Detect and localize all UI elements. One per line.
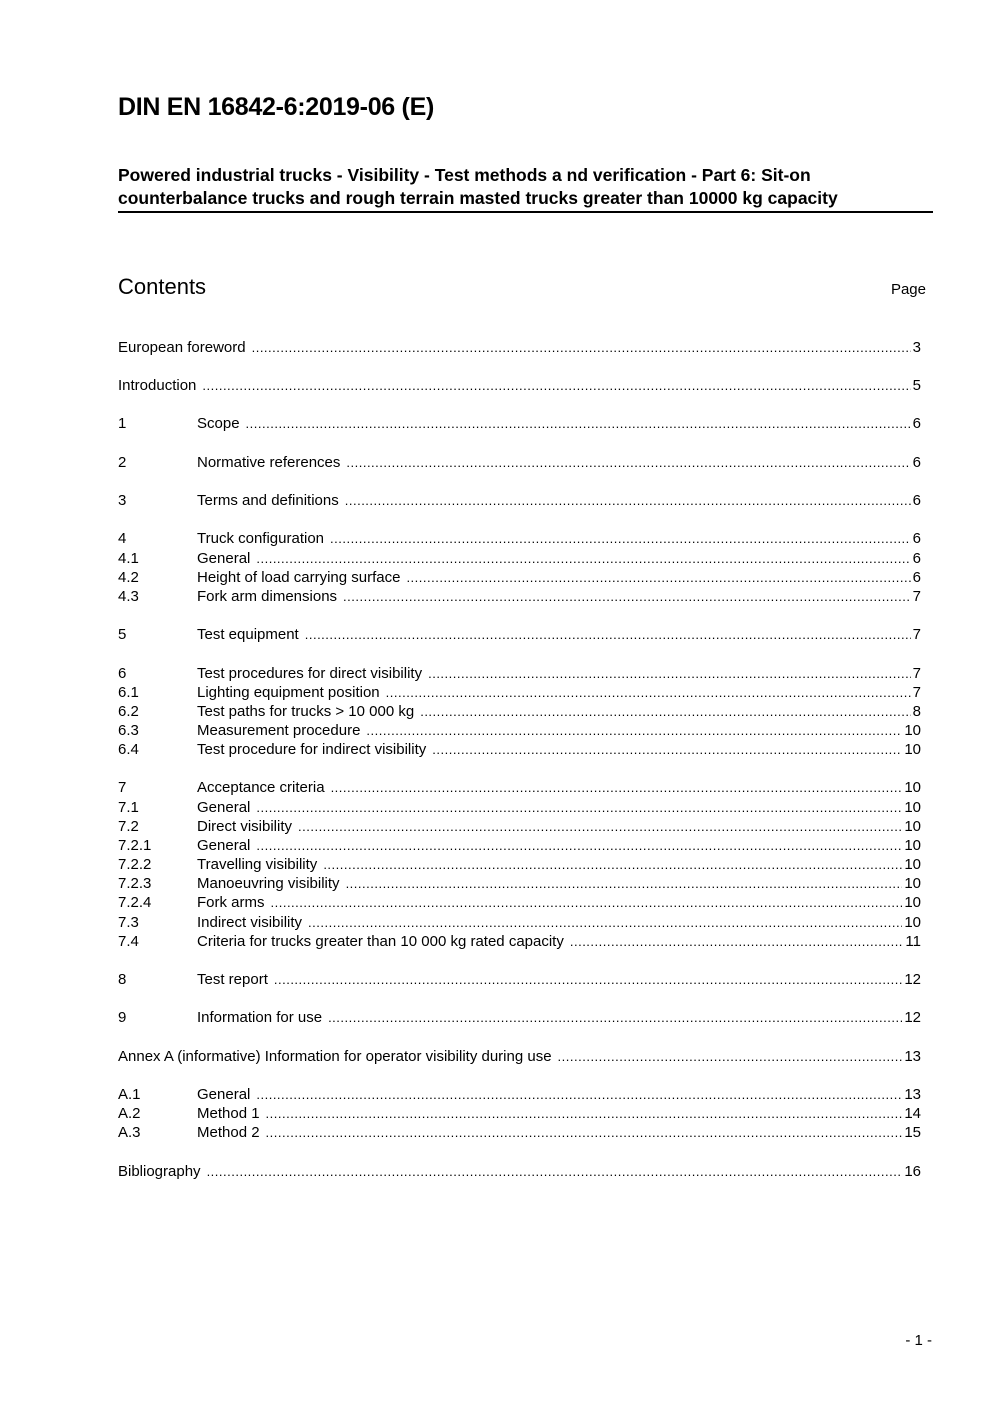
toc-entry[interactable] [118, 836, 921, 855]
toc-entry-title: Measurement procedure [197, 722, 361, 739]
toc-entry[interactable] [118, 568, 921, 587]
toc-entry[interactable] [118, 913, 921, 932]
toc-entry[interactable] [118, 932, 921, 951]
toc-entry-number: 8 [118, 971, 127, 988]
toc-dot-leader [298, 817, 902, 836]
toc-entry[interactable] [118, 625, 921, 644]
toc-dot-leader [420, 702, 910, 721]
toc-entry-page: 6 [912, 550, 921, 567]
toc-entry[interactable] [118, 491, 921, 510]
toc-dot-leader [345, 491, 911, 510]
toc-entry-page: 10 [904, 722, 921, 739]
toc-entry-page: 13 [904, 1048, 921, 1065]
page-column-label: Page [890, 281, 926, 298]
toc-entry-page: 15 [904, 1124, 921, 1141]
toc-dot-leader [305, 625, 911, 644]
toc-entry[interactable] [118, 874, 921, 893]
toc-entry-title: Annex A (informative) Information for operator visibility during use [118, 1048, 552, 1065]
toc-dot-leader [252, 338, 911, 357]
toc-dot-leader [256, 798, 902, 817]
toc-entry-number: 4.3 [118, 588, 139, 605]
toc-entry-page: 7 [912, 684, 921, 701]
toc-entry[interactable] [118, 702, 921, 721]
toc-entry-number: 7.4 [118, 933, 139, 950]
document-title: Powered industrial trucks - Visibility - Test methods a nd verification - Part 6: Sit-on counterbalance trucks and rough terrain masted trucks greater than 10000 kg capacity [118, 164, 933, 213]
toc-dot-leader [558, 1047, 903, 1066]
toc-entry-page: 3 [912, 339, 921, 356]
toc-entry[interactable] [118, 1162, 921, 1181]
toc-entry-page: 12 [904, 1009, 921, 1026]
toc-dot-leader [256, 836, 902, 855]
toc-entry-page: 10 [904, 799, 921, 816]
toc-entry-number: 7.2 [118, 818, 139, 835]
toc-entry[interactable] [118, 893, 921, 912]
toc-entry-title: Introduction [118, 377, 197, 394]
toc-dot-leader [207, 1162, 903, 1181]
toc-entry-number: 6 [118, 665, 127, 682]
toc-entry-title: Bibliography [118, 1163, 201, 1180]
toc-entry-number: 6.2 [118, 703, 139, 720]
toc-entry-number: 9 [118, 1009, 127, 1026]
toc-entry-page: 6 [912, 454, 921, 471]
toc-entry-title: Fork arm dimensions [197, 588, 338, 605]
toc-entry-page: 10 [904, 856, 921, 873]
toc-entry-title: Test equipment [197, 626, 299, 643]
toc-entry-title: Lighting equipment position [197, 684, 380, 701]
toc-dot-leader [330, 529, 911, 548]
toc-entry-number: 6.3 [118, 722, 139, 739]
toc-entry[interactable] [118, 664, 921, 683]
toc-entry-number: 7.3 [118, 914, 139, 931]
toc-entry-number: 5 [118, 626, 127, 643]
toc-dot-leader [570, 932, 904, 951]
toc-entry-title: Travelling visibility [197, 856, 318, 873]
toc-entry-page: 10 [904, 875, 921, 892]
toc-entry-number: 7.1 [118, 799, 139, 816]
toc-dot-leader [346, 874, 903, 893]
toc-entry[interactable] [118, 740, 921, 759]
toc-entry-number: 1 [118, 415, 127, 432]
toc-entry[interactable] [118, 1008, 921, 1027]
toc-entry-number: 7.2.4 [118, 894, 152, 911]
toc-entry[interactable] [118, 798, 921, 817]
toc-dot-leader [266, 1123, 903, 1142]
toc-entry-title: Truck configuration [197, 530, 325, 547]
toc-entry-page: 14 [904, 1105, 921, 1122]
toc-entry-page: 10 [904, 914, 921, 931]
toc-entry-title: Direct visibility [197, 818, 293, 835]
toc-dot-leader [428, 664, 911, 683]
toc-entry-page: 10 [904, 741, 921, 758]
toc-entry[interactable] [118, 855, 921, 874]
toc-entry-number: A.1 [118, 1086, 141, 1103]
toc-entry-number: 3 [118, 492, 127, 509]
toc-dot-leader [343, 587, 911, 606]
toc-entry-page: 10 [904, 894, 921, 911]
toc-entry-number: 4.1 [118, 550, 139, 567]
toc-dot-leader [308, 913, 902, 932]
toc-entry-title: Method 2 [197, 1124, 260, 1141]
toc-entry-title: General [197, 550, 251, 567]
toc-entry-title: European foreword [118, 339, 246, 356]
toc-dot-leader [432, 740, 902, 759]
toc-entry-title: Manoeuvring visibility [197, 875, 340, 892]
toc-entry[interactable] [118, 1047, 921, 1066]
toc-entry-page: 13 [904, 1086, 921, 1103]
toc-entry-title: Method 1 [197, 1105, 260, 1122]
toc-entry-title: Indirect visibility [197, 914, 303, 931]
toc-dot-leader [328, 1008, 902, 1027]
toc-entry[interactable] [118, 970, 921, 989]
toc-entry-page: 11 [905, 933, 921, 950]
toc-dot-leader [366, 721, 902, 740]
toc-entry[interactable] [118, 721, 921, 740]
toc-entry-title: Height of load carrying surface [197, 569, 401, 586]
toc-entry-page: 8 [912, 703, 921, 720]
toc-entry[interactable] [118, 453, 921, 472]
toc-entry-title: Terms and definitions [197, 492, 339, 509]
toc-entry-title: Fork arms [197, 894, 265, 911]
toc-entry-title: Scope [197, 415, 240, 432]
toc-entry-page: 6 [912, 569, 921, 586]
toc-entry-number: 6.4 [118, 741, 139, 758]
toc-entry[interactable] [118, 529, 921, 548]
toc-entry-number: 7 [118, 779, 127, 796]
document-id: DIN EN 16842-6:2019-06 (E) [118, 93, 434, 121]
toc-entry-title: Normative references [197, 454, 341, 471]
toc-entry-title: Information for use [197, 1009, 323, 1026]
toc-entry[interactable] [118, 778, 921, 797]
toc-dot-leader [346, 453, 910, 472]
toc-entry-title: Test procedure for indirect visibility [197, 741, 427, 758]
toc-dot-leader [202, 376, 910, 395]
toc-dot-leader [331, 778, 903, 797]
toc-entry[interactable] [118, 817, 921, 836]
toc-entry-page: 6 [912, 415, 921, 432]
toc-entry-page: 16 [904, 1163, 921, 1180]
contents-heading: Contents [118, 274, 207, 299]
toc-dot-leader [274, 970, 902, 989]
toc-entry-page: 12 [904, 971, 921, 988]
toc-entry[interactable] [118, 338, 921, 357]
toc-entry-title: Test paths for trucks > 10 000 kg [197, 703, 415, 720]
toc-entry[interactable] [118, 414, 921, 433]
toc-dot-leader [323, 855, 902, 874]
toc-dot-leader [256, 549, 910, 568]
toc-dot-leader [256, 1085, 902, 1104]
toc-entry-title: Test procedures for direct visibility [197, 665, 423, 682]
toc-entry[interactable] [118, 549, 921, 568]
toc-entry[interactable] [118, 587, 921, 606]
toc-entry-title: Criteria for trucks greater than 10 000 kg rated capacity [197, 933, 564, 950]
toc-entry[interactable] [118, 1123, 921, 1142]
toc-entry-number: 7.2.3 [118, 875, 152, 892]
toc-entry-title: General [197, 799, 251, 816]
toc-entry-page: 7 [912, 588, 921, 605]
toc-entry[interactable] [118, 376, 921, 395]
toc-dot-leader [271, 893, 903, 912]
toc-entry-page: 6 [912, 530, 921, 547]
toc-entry[interactable] [118, 1104, 921, 1123]
page-number: - 1 - [905, 1332, 932, 1349]
toc-entry-page: 10 [904, 779, 921, 796]
toc-entry-number: 6.1 [118, 684, 139, 701]
toc-dot-leader [386, 683, 911, 702]
toc-entry-number: 4.2 [118, 569, 139, 586]
toc-entry-number: A.3 [118, 1124, 141, 1141]
toc-dot-leader [246, 414, 911, 433]
toc-entry-page: 5 [912, 377, 921, 394]
toc-entry-page: 7 [912, 626, 921, 643]
toc-entry-number: 2 [118, 454, 127, 471]
toc-entry-number: A.2 [118, 1105, 141, 1122]
toc-dot-leader [406, 568, 910, 587]
toc-entry-number: 7.2.1 [118, 837, 152, 854]
toc-entry-title: Acceptance criteria [197, 779, 325, 796]
toc-entry-page: 7 [912, 665, 921, 682]
toc-entry-title: General [197, 1086, 251, 1103]
toc-entry-number: 7.2.2 [118, 856, 152, 873]
toc-entry-page: 10 [904, 837, 921, 854]
toc-entry-page: 10 [904, 818, 921, 835]
toc-dot-leader [266, 1104, 903, 1123]
toc-entry[interactable] [118, 683, 921, 702]
toc-entry[interactable] [118, 1085, 921, 1104]
toc-entry-title: General [197, 837, 251, 854]
toc-entry-number: 4 [118, 530, 127, 547]
toc-entry-page: 6 [912, 492, 921, 509]
toc-entry-title: Test report [197, 971, 268, 988]
